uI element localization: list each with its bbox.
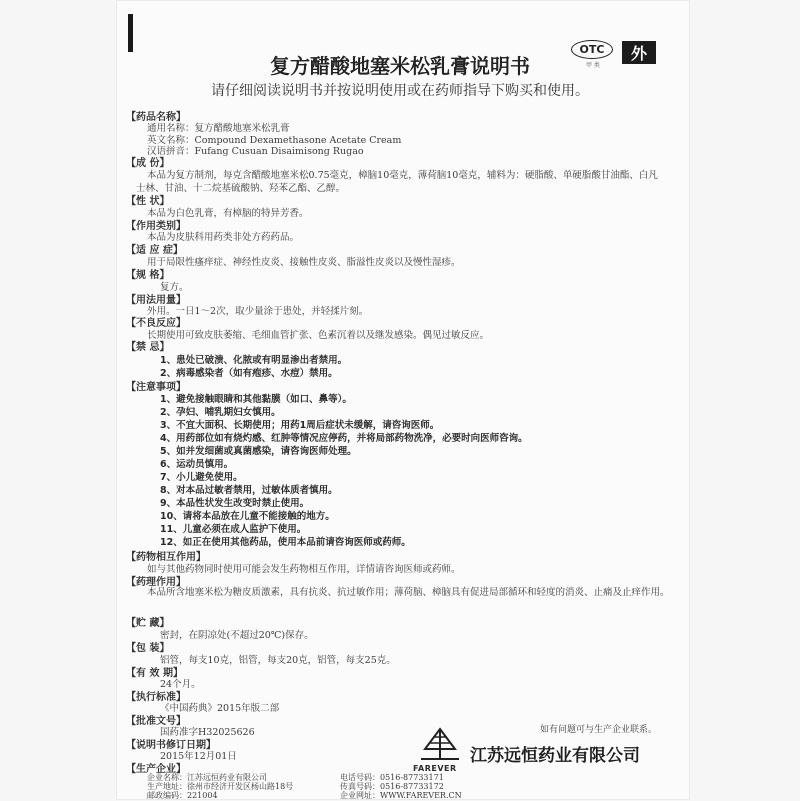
standard-text: 《中国药典》2015年版二部 xyxy=(160,703,280,714)
manufacturer-line: 企业名称：江苏远恒药业有限公司 xyxy=(147,773,267,782)
precaution-item: 7、小儿避免使用。 xyxy=(160,472,243,483)
section-label-category: 【作用类别】 xyxy=(126,221,186,232)
indications-text: 用于局限性瘙痒症、神经性皮炎、接触性皮炎、脂溢性皮炎以及慢性湿疹。 xyxy=(147,257,461,268)
section-label-storage: 【贮 藏】 xyxy=(126,618,170,629)
generic-name: 通用名称：复方醋酸地塞米松乳膏 xyxy=(147,123,290,134)
pharmacology-text: 本品所含地塞米松为糖皮质激素，具有抗炎、抗过敏作用；薄荷脑、樟脑具有促进局部循环和轻度的消炎、止痛及止痒作用。 xyxy=(147,587,670,598)
section-label-spec: 【规 格】 xyxy=(126,270,170,281)
precaution-item: 9、本品性状发生改变时禁止使用。 xyxy=(160,498,310,509)
validity-text: 24个月。 xyxy=(160,679,201,690)
precaution-item: 4、用药部位如有烧灼感、红肿等情况应停药，并将局部药物洗净，必要时向医师咨询。 xyxy=(160,433,528,444)
edge-marker xyxy=(128,14,133,52)
contraindication-item: 1、患处已破溃、化脓或有明显渗出者禁用。 xyxy=(160,355,348,366)
precaution-item: 11、儿童必须在成人监护下使用。 xyxy=(160,524,307,535)
english-name: 英文名称：Compound Dexamethasone Acetate Cream xyxy=(147,135,402,146)
precaution-item: 5、如并发细菌或真菌感染，请咨询医师处理。 xyxy=(160,446,357,457)
company-name: 江苏远恒药业有限公司 xyxy=(470,746,640,766)
composition-line-2: 士林、甘油、十二烷基硫酸钠、羟苯乙酯、乙醇。 xyxy=(136,183,346,194)
section-label-adverse: 【不良反应】 xyxy=(126,318,186,329)
section-label-revision: 【说明书修订日期】 xyxy=(126,740,216,751)
document-subtitle: 请仔细阅读说明书并按说明使用或在药师指导下购买和使用。 xyxy=(211,83,589,99)
package-text: 铝管，每支10克，铝管，每支20克，铝管，每支25克。 xyxy=(160,655,396,666)
manufacturer-line: 邮政编码：221004 xyxy=(147,791,218,800)
precaution-item: 8、对本品过敏者禁用，过敏体质者慎用。 xyxy=(160,485,338,496)
precaution-item: 10、请将本品放在儿童不能接触的地方。 xyxy=(160,511,335,522)
otc-class-label: 甲 类 xyxy=(586,62,600,69)
precaution-item: 1、避免接触眼睛和其他黏膜（如口、鼻等）。 xyxy=(160,394,352,405)
external-use-badge: 外 xyxy=(622,41,656,64)
section-label-indications: 【适 应 症】 xyxy=(126,245,183,256)
contraindication-item: 2、病毒感染者（如有疱疹、水痘）禁用。 xyxy=(160,368,338,379)
manufacturer-line: 企业网址：WWW.FAREVER.CN xyxy=(340,791,462,800)
section-label-dosage: 【用法用量】 xyxy=(126,295,186,306)
approval-text: 国药准字H32025626 xyxy=(160,727,255,738)
section-label-interactions: 【药物相互作用】 xyxy=(126,552,206,563)
section-label-validity: 【有 效 期】 xyxy=(126,668,183,679)
pinyin-name: 汉语拼音：Fufang Cusuan Disaimisong Rugao xyxy=(147,146,364,157)
spec-text: 复方。 xyxy=(160,282,189,293)
section-label-manufacturer: 【生产企业】 xyxy=(126,764,186,775)
precaution-item: 6、运动员慎用。 xyxy=(160,459,234,470)
manufacturer-line: 生产地址：徐州市经济开发区杨山路18号 xyxy=(147,782,294,791)
composition-line-1: 本品为复方制剂，每克含醋酸地塞米松0.75毫克，樟脑10毫克，薄荷脑10毫克，辅料为：硬脂酸、单硬脂酸甘油酯、白凡 xyxy=(147,170,658,181)
section-label-contraindications: 【禁 忌】 xyxy=(126,342,170,353)
section-label-standard: 【执行标准】 xyxy=(126,692,186,703)
section-label-package: 【包 装】 xyxy=(126,643,170,654)
section-label-name: 【药品名称】 xyxy=(126,112,186,123)
category-text: 本品为皮肤科用药类非处方药药品。 xyxy=(147,232,300,243)
properties-text: 本品为白色乳膏，有樟脑的特异芳香。 xyxy=(147,208,309,219)
document-title: 复方醋酸地塞米松乳膏说明书 xyxy=(270,54,530,78)
section-label-approval: 【批准文号】 xyxy=(126,716,186,727)
logo-brand-text: FAREVER xyxy=(413,764,457,773)
manufacturer-line: 电话号码：0516-87733171 xyxy=(340,773,444,782)
contact-note: 如有问题可与生产企业联系。 xyxy=(540,725,658,735)
interactions-text: 如与其他药物同时使用可能会发生药物相互作用，详情请咨询医师或药师。 xyxy=(147,564,461,575)
revision-text: 2015年12月01日 xyxy=(160,751,237,762)
dosage-text: 外用。一日1～2次，取少量涂于患处，并轻揉片刻。 xyxy=(147,306,369,317)
precaution-item: 2、孕妇、哺乳期妇女慎用。 xyxy=(160,407,281,418)
manufacturer-line: 传真号码：0516-87733172 xyxy=(340,782,444,791)
section-label-properties: 【性 状】 xyxy=(126,196,170,207)
otc-badge: OTC xyxy=(571,40,613,59)
precaution-item: 3、不宜大面积、长期使用；用药1周后症状未缓解，请咨询医师。 xyxy=(160,420,440,431)
section-label-pharmacology: 【药理作用】 xyxy=(126,577,186,588)
section-label-precautions: 【注意事项】 xyxy=(126,382,186,393)
precaution-item: 12、如正在使用其他药品，使用本品前请咨询医师或药师。 xyxy=(160,537,411,548)
section-label-composition: 【成 份】 xyxy=(126,158,170,169)
adverse-text: 长期使用可致皮肤萎缩、毛细血管扩张、色素沉着以及继发感染。偶见过敏反应。 xyxy=(147,330,490,341)
storage-text: 密封，在阴凉处(不超过20℃)保存。 xyxy=(160,630,314,641)
